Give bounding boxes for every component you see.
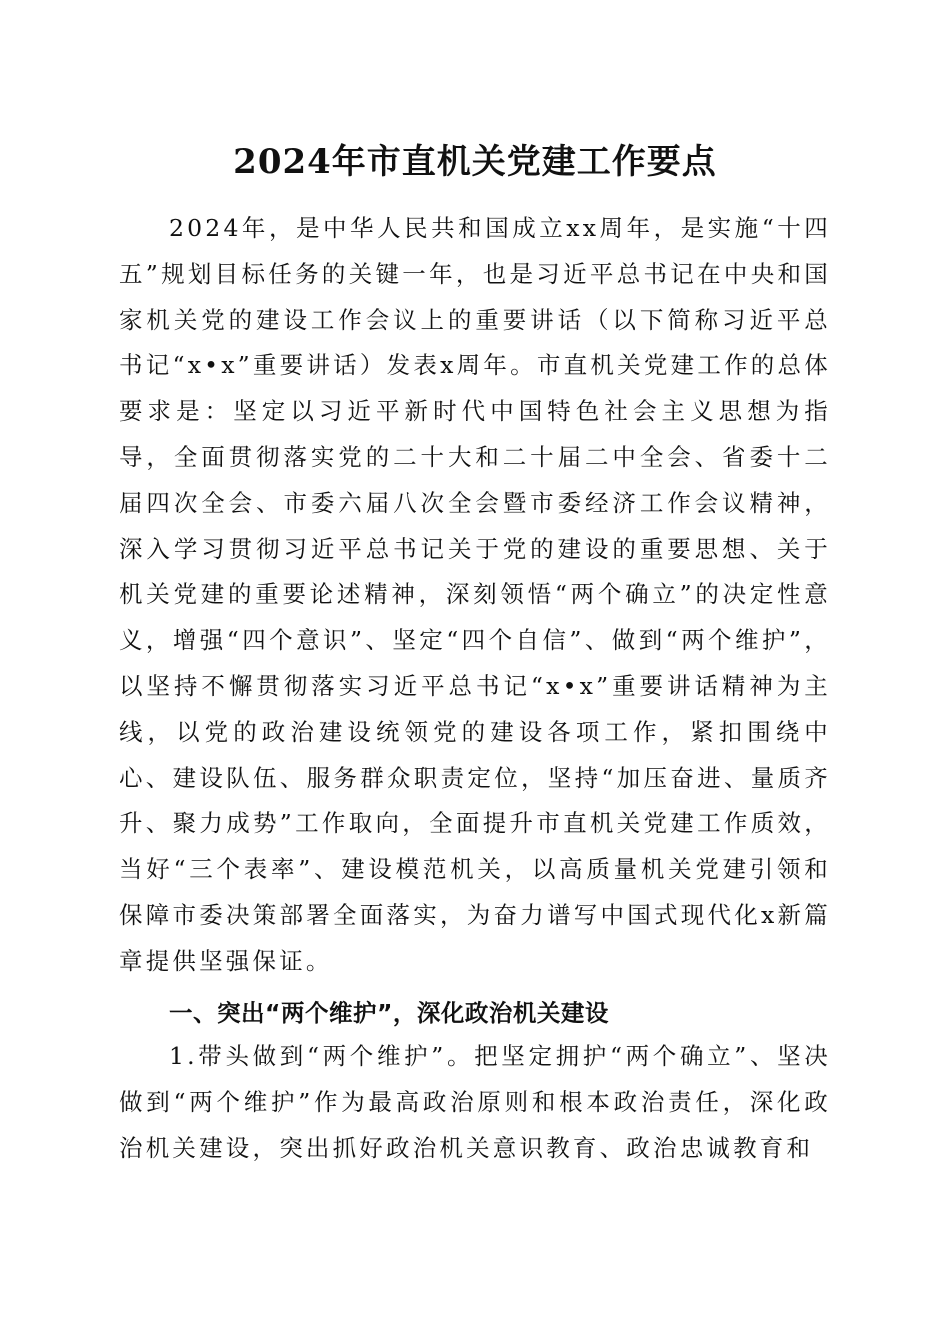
intro-paragraph: 2024年，是中华人民共和国成立xx周年，是实施“十四五”规划目标任务的关键一年，也是习近平总书记在中央和国家机关党的建设工作会议上的重要讲话（以下简称习近平总书记“x•x”重要讲话）发表x周年。市直机关党建工作的总体要求是：坚定以习近平新时代中国特色社会主义思想为指导，全面贯彻落实党的二十大和二十届二中全会、省委十二届四次全会、市委六届八次全会暨市委经济工作会议精神，深入学习贯彻习近平总书记关于党的建设的重要思想、关于机关党建的重要论述精神，深刻领悟“两个确立”的决定性意义，增强“四个意识”、坚定“四个自信”、做到“两个维护”，以坚持不懈贯彻落实习近平总书记“x•x”重要讲话精神为主线，以党的政治建设统领党的建设各项工作，紧扣围绕中心、建设队伍、服务群众职责定位，坚持“加压奋进、量质齐升、聚力成势”工作取向，全面提升市直机关党建工作质效，当好“三个表率”、建设模范机关，以高质量机关党建引领和保障市委决策部署全面落实，为奋力谱写中国式现代化x新篇章提供坚强保证。 xyxy=(119,214,831,975)
section-heading: 一、突出“两个维护”，深化政治机关建设 xyxy=(169,999,609,1027)
document-title: 2024年市直机关党建工作要点 xyxy=(233,142,717,182)
item-paragraph: 1.带头做到“两个维护”。把坚定拥护“两个确立”、坚决做到“两个维护”作为最高政治原则和根本政治责任，深化政治机关建设，突出抓好政治机关意识教育、政治忠诚教育和 xyxy=(119,1042,831,1162)
